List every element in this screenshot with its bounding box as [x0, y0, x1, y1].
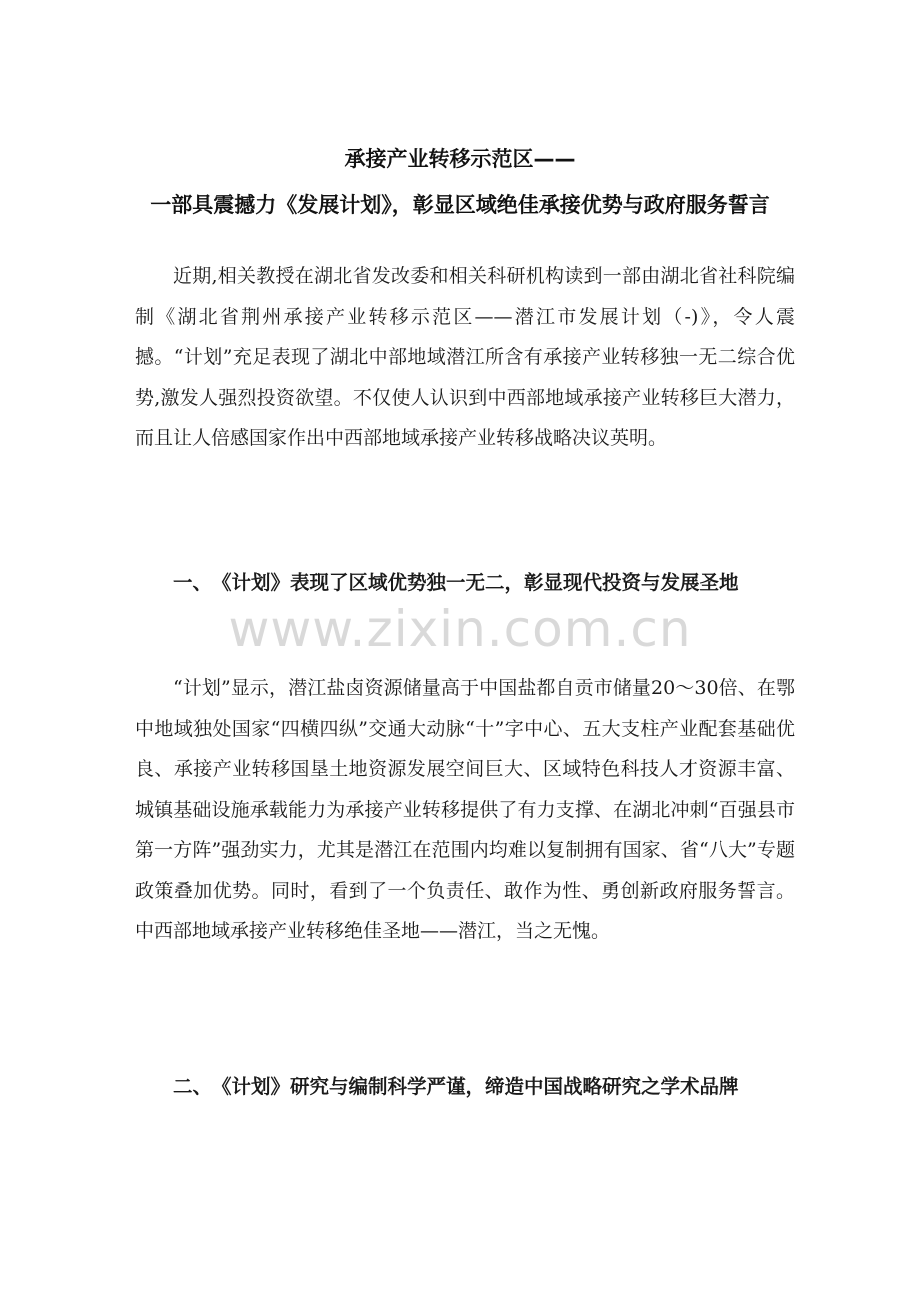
document-title: 承接产业转移示范区——: [344, 147, 576, 171]
document-subtitle: 一部具震撼力《发展计划》，彰显区域绝佳承接优势与政府服务誓言: [150, 193, 770, 217]
watermark-text: www.zixin.com.cn: [228, 600, 692, 658]
section-heading-1: 一、 《计划》表现了区域优势独一无二，彰显现代投资与发展圣地: [173, 571, 739, 594]
intro-paragraph: 近期,相关教授在湖北省发改委和相关科研机构读到一部由湖北省社科院编制《湖北省荆州承接产业转移示范区——潜江市发展计划（-)》，令人震撼。“计划”充足表现了湖北中部地域潜江所含有承接产业转移独一无二综合优势,激发人强烈投资欲望。不仅使人认识到中西部地域承接产业转移巨大潜力，而且让人倍感国家作出中西部地域承接产业转移战略决议英明。: [135, 265, 795, 449]
section-heading-2: 二、 《计划》研究与编制科学严谨，缔造中国战略研究之学术品牌: [173, 1075, 739, 1098]
section-1-paragraph: “计划”显示，潜江盐卤资源储量高于中国盐都自贡市储量20～30倍、在鄂中地域独处国家“四横四纵”交通大动脉“十”字中心、五大支柱产业配套基础优良、承接产业转移国垦土地资源发展空间巨大、区域特色科技人才资源丰富、城镇基础设施承载能力为承接产业转移提供了有力支撑、在湖北冲刺“百强县市第一方阵”强劲实力，尤其是潜江在范围内均难以复制拥有国家、省“八大”专题政策叠加优势。同时，看到了一个负责任、敢作为性、勇创新政府服务誓言。中西部地域承接产业转移绝佳圣地——潜江，当之无愧。: [135, 677, 795, 942]
